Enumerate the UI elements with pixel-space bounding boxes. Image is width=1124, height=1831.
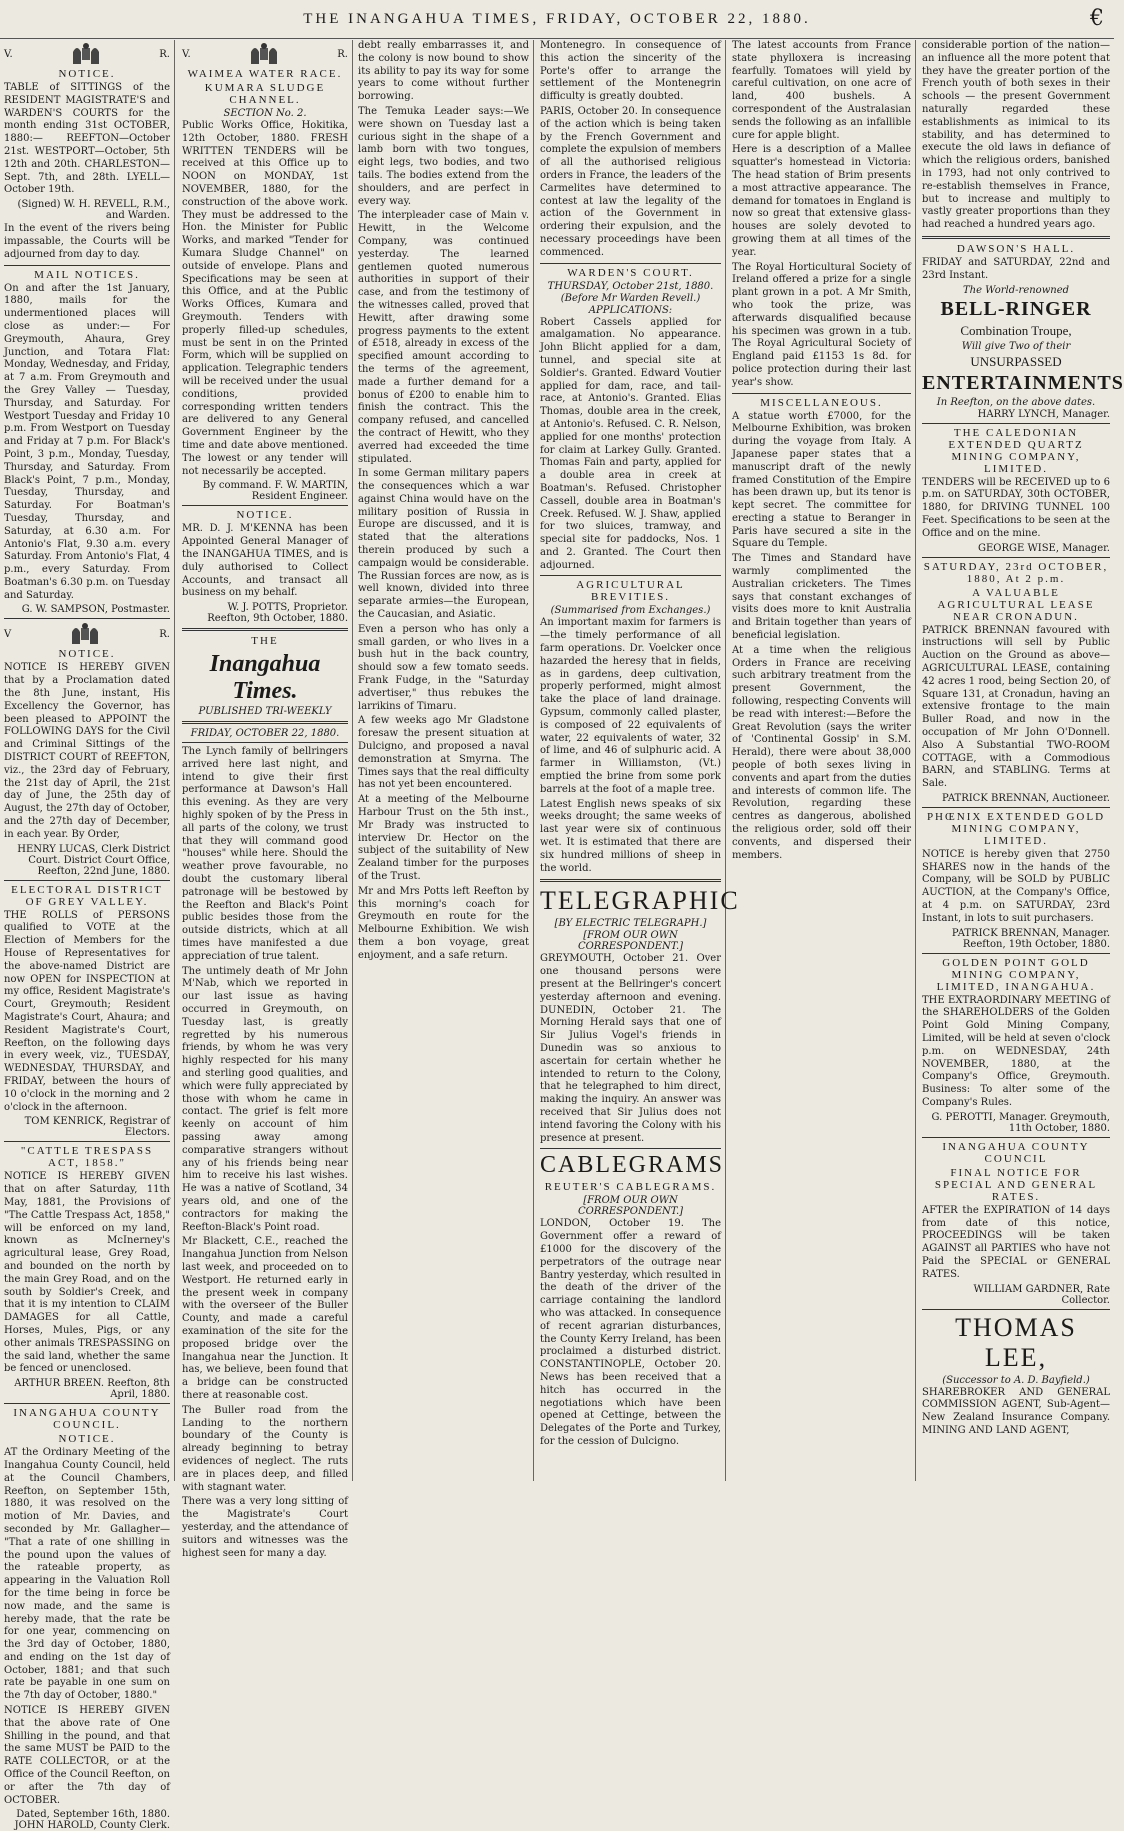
cablegrams-sub: REUTER'S CABLEGRAMS.	[544, 1181, 717, 1194]
coat-of-arms-icon	[68, 622, 102, 646]
column-3	[354, 40, 534, 1481]
article-paris: PARIS, October 20. In consequence of the action which is being taken by the French Government and complete the expulsion of members of all the authorised religious orders in France, the leaders of the Carmelites have determined to contest at law the legality of the action of the Government in ordering their expulsion, and the necessary proceedings have been commenced.	[540, 105, 721, 258]
article-potts: Mr and Mrs Potts left Reefton by this morning's coach for Greymouth en route for the Melbourne Exhibition. We wish them a bon voyage, great enjoyment, and a safe return.	[358, 885, 529, 961]
page-mark: €	[1090, 6, 1104, 31]
editorial-court: There was a very long sitting of the Magistrate's Court yesterday, and the attendance of suitors and witnesses was the highest seen for many a day.	[182, 1496, 348, 1559]
electoral-heading: ELECTORAL DISTRICT OF GREY VALLEY.	[11, 883, 163, 908]
sale-heading: A VALUABLE AGRICULTURAL LEASE NEAR CRONADUN.	[937, 586, 1095, 623]
agri-text: An important maxim for farmers is—the timely performance of all farm operations. Dr. Voelcker once hazarded the heresy that in fields, as in gardens, deep cultivation, properly performed, might almost take the place of land drainage. Gypsum, commonly called plaster, is composed of 22 equivalents of water, 22 equivalents of water, 32 of lime, and 46 of sulphuric acid. A farmer in Williamston, (Vt.) emptied the brine from some pork barrels at the foot of a maple tree.	[540, 617, 721, 795]
column-2	[178, 40, 353, 1559]
council-heading: INANGAHUA COUNTY COUNCIL.	[13, 1407, 161, 1432]
article-horticultural: The Royal Horticultural Society of Ireland offered a prize for a single plant grown in a pot. A Mr Smith, who took the prize, was afterwards disqualified because his specimen was grown in a tub. The Royal Agricultural Society of England paid £1153 1s 8d. for police protection during their last year's show.	[732, 261, 911, 388]
district-court-signature: HENRY LUCAS, Clerk District Court. District Court Office, Reefton, 22nd June, 1880.	[17, 843, 170, 877]
notice-heading: NOTICE.	[236, 509, 294, 522]
cattle-signature: ARTHUR BREEN. Reefton, 8th April, 1880.	[14, 1378, 170, 1401]
column-4	[536, 40, 740, 1481]
icc-text: AFTER the EXPIRATION of 14 days from date of this notice, PROCEEDINGS will be taken AGAINST all PARTIES who have not Paid the SPECIAL or GENERAL RATES.	[922, 1204, 1110, 1280]
telegraphic-corr: [FROM OUR OWN CORRESPONDENT.]	[577, 930, 684, 953]
agri-text-2: Latest English news speaks of six weeks drought; the same weeks of last year were six of continuous wet. It is estimated that there are six hundred millions of sheep in the world.	[540, 798, 721, 874]
column-6	[918, 40, 1124, 1481]
hall-in-reefton: In Reefton, on the above dates.	[936, 396, 1096, 408]
coat-of-arms-icon	[69, 42, 103, 66]
hall-world: The World-renowned	[962, 284, 1070, 296]
article-phylloxera: The latest accounts from France state phylloxera is increasing fearfully. Tomatoes will yield by careful cultivation, on one acre of land, 400 bushels. A correspondent of the Australasian sends the following as an infallible cure for apple blight.	[732, 40, 911, 141]
article-montenegro: Montenegro. In consequence of this action the sincerity of the Porte's offer to arrange the settlement of the Montenegrin difficulty is greatly doubted.	[540, 40, 721, 103]
warden-heading: WARDEN'S COURT.	[567, 266, 694, 279]
hall-heading: DAWSON'S HALL.	[956, 242, 1076, 255]
editorial-bellringers: The Lynch family of bellringers arrived here last night, and intend to give their first performance at Dawson's Hall this evening. As they are very highly spoken of by the Press in all parts of the colony, we trust that they will command good "houses" while here. Should the weather prove favourable, no doubt the customary liberal patronage will be bestowed by the Reefton and Black's Point public besides those from the outside districts, which at all times have manifested a due appreciation of true talent.	[182, 746, 348, 962]
paper-the: THE	[251, 635, 279, 648]
editorial-blackett: Mr Blackett, C.E., reached the Inangahua Junction from Nelson last week, and proceeded on to Westport. He returned early in the present week in company with the overseer of the Buller County, and made a careful examination of the site for the proposed bridge over the Inangahua near the Junction. It has, we believe, been found that a bridge can be constructed there at reasonable cost.	[182, 1236, 348, 1401]
article-mallee: Here is a description of a Mallee squatter's homestead in Victoria: The head station of Brim presents a most attractive appearance. The demand for tomatoes in England is now so great that extensive glass-houses are solely devoted to growing them at all times of the year.	[732, 144, 911, 258]
hall-signature: HARRY LYNCH, Manager.	[977, 408, 1110, 420]
telegraphic-sub: [BY ELECTRIC TELEGRAPH.]	[554, 918, 707, 930]
notice-heading: NOTICE.	[58, 648, 116, 661]
phoenix-text: NOTICE is hereby given that 2750 SHARES now in the hands of the Company, will be SOLD by PUBLIC AUCTION, at the Company's Office, at 4 p.m. on SATURDAY, 23rd Instant, in lots to suit purchasers.	[922, 848, 1110, 924]
warden-before: (Before Mr Warden Revell.)	[560, 292, 701, 304]
icc-signature: WILLIAM GARDNER, Rate Collector.	[973, 1283, 1110, 1306]
sittings-signature: (Signed) W. H. REVELL, R.M., and Warden.	[17, 199, 170, 222]
sittings-notice: TABLE of SITTINGS of the RESIDENT MAGISTRATE'S and WARDEN'S COURTS for the month ending 31st OCTOBER, 1880:— REEFTON—October 21st. WESTPORT—October, 5th 12th and 20th. CHARLESTON—Sept. 7th, and 28th. LYELL—October 19th.	[4, 82, 170, 196]
cattle-notice: NOTICE IS HEREBY GIVEN that on after Saturday, 11th May, 1881, the Provisions of "The Cattle Trespass Act, 1858," will be enforced on my land, known as McInerney's agricultural lease, Grey Road, and bounded on the north by the main Grey Road, and on the south by Soldier's Creek, and that it is my intention to CLAIM DAMAGES for all Cattle, Horses, Mules, Pigs, or any other animals TRESPASSING on the said land, whether the same be fenced or unenclosed.	[4, 1171, 170, 1375]
editorial-buller-road: The Buller road from the Landing to the northern boundary of the County is already beginning to betray evidences of neglect. The ruts are in places deep, and filled with stagnant water.	[182, 1404, 348, 1493]
icc-heading: INANGAHUA COUNTY COUNCIL	[942, 1140, 1090, 1165]
misc-text-2: The Times and Standard have warmly complimented the Australian cricketers. The Times says that constant exchanges of visits does more to knit Australia and Britain together than years of beneficial legislation.	[732, 553, 911, 642]
column-1	[0, 40, 175, 1831]
race-signature: By command. F. W. MARTIN, Resident Engineer.	[202, 480, 348, 503]
crest-right: R.	[159, 48, 170, 60]
cablegrams-text: LONDON, October 19. The Government offer a reward of £1000 for the discovery of the perpetrators of the outrage near Bantry yesterday, which resulted in the death of the driver of the carriage containing the landlord who was attacked. In consequence of recent agrarian disturbances, the County Kerry Ireland, has been proclaimed a disturbed district. CONSTANTINOPLE, October 20. News has been received that a hitch has occurred in the negotiations which have been opened at Cettinge, between the Delegates of the Porte and Turkey, for the cession of Dulcigno.	[540, 1218, 721, 1447]
crest-right: R.	[337, 48, 348, 60]
council-rate-notice: NOTICE IS HEREBY GIVEN that the above rate of One Shilling in the pound, and that the same MUST be PAID to the RATE COLLECTOR, or at the Office of the Council Reefton, on or after the 7th day of OCTOBER.	[4, 1705, 170, 1806]
phoenix-heading: PHŒNIX EXTENDED GOLD MINING COMPANY, LIMITED.	[926, 810, 1106, 847]
hall-troupe: Combination Troupe,	[960, 322, 1072, 338]
caledonian-text: TENDERS will be RECEIVED up to 6 p.m. on SATURDAY, 30th OCTOBER, 1880, for DRIVING TUNNEL 100 Feet. Specifications to be seen at the Office and on the mine.	[922, 476, 1110, 539]
lee-subheading: (Successor to A. D. Bayfield.)	[942, 1374, 1090, 1386]
race-heading: WAIMEA WATER RACE.	[187, 68, 343, 80]
cablegrams-heading: CABLEGRAMS	[540, 1152, 725, 1179]
paper-date: FRIDAY, OCTOBER 22, 1880.	[190, 728, 340, 740]
paper-subtitle: PUBLISHED TRI-WEEKLY	[198, 706, 332, 718]
article-russia: In some German military papers the consequences which a war against China would have on the military position of Russia in Europe are discussed, and it is stated that the alterations therein produced by such a campaign would be considerable. The Russian forces are now, as is well known, divided into three separate armies—the European, the Caucasian, and Asiatic.	[358, 468, 529, 621]
golden-signature: G. PEROTTI, Manager. Greymouth, 11th October, 1880.	[931, 1111, 1110, 1134]
notice-heading: NOTICE.	[58, 68, 116, 80]
mail-notice: On and after the 1st January, 1880, mails for the undermentioned places will close as under:— For Greymouth, Ahaura, Grey Junction, and Totara Flat: Monday, Wednesday, and Friday, at 7 a.m. From Greymouth and the Grey Valley — Tuesday, Thursday, and Saturday. For Westport Tuesday and Friday 10 p.m. From Westport on Tuesday and Friday at 7 p.m. For Black's Point, 3 p.m., Monday, Tuesday, Thursday, and Saturday. From Black's Point, 7 p.m., Monday, Tuesday, Thursday, and Saturday. For Boatman's Tuesday, Thursday, and Saturday, at 6.30 a.m. For Antonio's Flat, 9.30 a.m. every Saturday. From Antonio's Flat, 4 p.m., every Saturday. From Boatman's 6.30 p.m. on Tuesday and Saturday.	[4, 282, 170, 601]
council-resolution: AT the Ordinary Meeting of the Inangahua County Council, held at the Council Chambers, Reefton, on September 15th, 1880, it was resolved on the motion of Mr. Davies, and seconded by Mr. Gallagher— "That a rate of one shilling in the pound upon the values of the rateable property, as appearing in the Valuation Roll for the time being in force be now made, and the same is hereby made, that the rate be for one year, commencing on the 3rd day of October, 1880, and ending on the 1st day of October, 1881; and that such rate be payable in one sum on the 7th day of October, 1880."	[4, 1447, 170, 1702]
cablegrams-corr: [FROM OUR OWN CORRESPONDENT.]	[577, 1195, 684, 1218]
royal-crest	[182, 42, 348, 66]
cattle-heading: "CATTLE TRESPASS ACT, 1858."	[20, 1145, 154, 1170]
telegraphic-heading: TELEGRAPHIC	[540, 886, 740, 916]
lee-heading: THOMAS LEE,	[955, 1312, 1077, 1372]
article-interpleader: The interpleader case of Main v. Hewitt, in the Welcome Company, was continued yesterday. The learned gentlemen quoted numerous authorities in support of their case, and from the testimony of the witnesses called, proved that Hewitt, after drawing some progress payments to the extent of £518, already in excess of the specified amount according to the terms of the agreement, made a further demand for a bonus of £200 to enable him to finish the contract. This the company refused, and cancelled the contract of Hewitt, who they averred had exceeded the time stipulated.	[358, 210, 529, 465]
sittings-footnote: In the event of the rivers being impassable, the Courts will be adjourned from day to day.	[4, 223, 170, 260]
crest-left: V.	[4, 48, 13, 60]
misc-text-3: At a time when the religious Orders in France are receiving such arbitrary treatment from the present Government, the following, respecting Convents will be read with interest:—Before the Great Revolution (says the writer of 'Continental Gossip' in S.M. Herald), there were about 38,000 people of both sexes living in convents and apart from the duties and interests of common life. The Revolution, regarding these centres as dangerous, abolished the religious order, sold off their convents, and dispersed their members.	[732, 644, 911, 861]
race-subheading: KUMARA SLUDGE CHANNEL.	[204, 82, 326, 106]
masthead-title: THE INANGAHUA TIMES, FRIDAY, OCTOBER 22, 1880.	[303, 10, 811, 27]
council-signature: Dated, September 16th, 1880. JOHN HAROLD, County Clerk.	[14, 1809, 170, 1831]
editorial-mcnab: The untimely death of Mr John M'Nab, which we reported in our last issue as having occurred in Greymouth, on Tuesday last, is greatly regretted by his numerous friends, by whom he was very highly respected for his many and sterling good qualities, and which were fully appreciated by those with whom he came in contact. The grief is felt more keenly on account of him passing away among comparative strangers without any of his friends being near him to receive his last wishes. He was a native of Scotland, 34 years old, and one of the contractors for making the Reefton-Black's Point road.	[182, 965, 348, 1233]
masthead	[0, 0, 1114, 39]
lee-text: SHAREBROKER AND GENERAL COMMISSION AGENT, Sub-Agent—New Zealand Insurance Company. MINING AND LAND AGENT,	[922, 1386, 1110, 1437]
icc-subheading: FINAL NOTICE FOR SPECIAL AND GENERAL RATES.	[934, 1166, 1098, 1203]
hall-give: Will give Two of their	[961, 340, 1071, 352]
royal-crest	[4, 42, 170, 66]
misc-heading: MISCELLANEOUS.	[760, 396, 883, 409]
race-tender-notice: Public Works Office, Hokitika, 12th October, 1880. FRESH WRITTEN TENDERS will be received at this Office up to NOON on MONDAY, 1st NOVEMBER, 1880, for the construction of the above work. They must be addressed to the Hon. the Minister for Public Works, and marked "Tender for Kumara Sludge Channel" on outside of envelope. Plans and Specifications may be seen at this Office, and at the Public Works Offices, Kumara and Greymouth. Tenders with properly filled-up schedules, must be sent in on the Printed Form, which will be supplied on application. Telegraphic tenders will be received under the usual conditions, provided corresponding written tenders are delivered to any General Government Engineer by the time and date above mentioned. The lowest or any tender will not necessarily be accepted.	[182, 120, 348, 477]
manager-notice: MR. D. J. M'KENNA has been Appointed General Manager of the INANGAHUA TIMES, and is duly authorised to Collect Accounts, and transact all business on my behalf.	[182, 523, 348, 599]
warden-report: Robert Cassels applied for amalgamation. No appearance. John Blicht applied for a dam, tunnel, and special site at Soldier's. Granted. Edward Voutier applied for dam, race, and tail-race, at Antonio's. Granted. Elias Thomas, double area in the creek, at Antonio's. Refused. C. R. Nelson, applied for one months' protection for claim at Larkey Gully. Granted. Thomas Fain and party, applied for a double area in creek at Boatman's. Refused. Christopher Cassell, double area in Boatman's Creek. Refused. W. J. Shaw, applied for two sluices, tramway, and special site for paddocks, Nos. 1 and 2. Granted. The Court then adjourned.	[540, 316, 721, 571]
phoenix-signature: PATRICK BRENNAN, Manager. Reefton, 19th October, 1880.	[951, 927, 1110, 950]
sale-date: SATURDAY, 23rd OCTOBER, 1880, At 2 p.m.	[923, 560, 1109, 585]
article-tomato: Even a person who has only a small garden, or who lives in a bush hut in the back country, should sow a few tomato seeds. Frank Fudge, in the "Saturday advertiser," thus rebukes the larrikins of Timaru.	[358, 623, 529, 712]
district-court-notice: NOTICE IS HEREBY GIVEN that by a Proclamation dated the 8th June, instant, His Excellency the Governor, has been pleased to APPOINT the FOLLOWING DAYS for the Civil and Criminal Sittings of the DISTRICT COURT of REEFTON, viz., the 23rd day of February, the 21st day of April, the 21st day of June, the 25th day of August, the 27th day of October, and the 27th day of December, in each year. By Order,	[4, 662, 170, 840]
article-debt: debt really embarrasses it, and the colony is now bound to show its ability to pay its way for some years to come without further borrowing.	[358, 40, 529, 103]
crest-left: V.	[182, 48, 191, 60]
coat-of-arms-icon	[247, 42, 281, 66]
golden-text: THE EXTRAORDINARY MEETING of the SHAREHOLDERS of the Golden Point Gold Mining Company, Limited, will be held at seven o'clock p.m. on WEDNESDAY, 24th NOVEMBER, 1880, at the Company's Office, Greymouth. Business: To alter some of the Company's Rules.	[922, 994, 1110, 1109]
article-gladstone: A few weeks ago Mr Gladstone foresaw the present situation at Dulcigno, and proposed a naval demonstration at Smyrna. The Times says that the real difficulty has not yet been encountered.	[358, 715, 529, 791]
crest-right: R.	[159, 628, 170, 640]
article-harbour-trust: At a meeting of the Melbourne Harbour Trust on the 5th inst., Mr Brady was instructed to interview Dr. Hector on the subject of the suitability of New Zealand timber for the purposes of the Trust.	[358, 794, 529, 882]
article-religious-orders: considerable portion of the nation—an influence all the more potent that they have the greater portion of the French youth of both sexes in their schools — the present Government naturally regarded these establishments as inimical to its stability, and has determined to execute the old laws in defiance of which the religious orders, banished in 1793, had not only contrived to re-establish themselves in France, but to increase and multiply to vastly greater proportions than they had reached a hundred years ago.	[922, 40, 1110, 231]
hall-entertainments: ENTERTAINMENTS	[922, 371, 1124, 394]
caledonian-signature: GEORGE WISE, Manager.	[977, 542, 1110, 554]
hall-dates: FRIDAY and SATURDAY, 22nd and 23rd Instant.	[922, 256, 1110, 281]
warden-applications: APPLICATIONS:	[588, 304, 673, 316]
manager-signature: W. J. POTTS, Proprietor. Reefton, 9th October, 1880.	[207, 602, 348, 625]
warden-date: THURSDAY, October 21st, 1880.	[547, 280, 714, 292]
electoral-signature: TOM KENRICK, Registrar of Electors.	[24, 1116, 170, 1139]
royal-crest-2	[4, 622, 170, 646]
mail-signature: G. W. SAMPSON, Postmaster.	[21, 604, 170, 616]
hall-bellringer: BELL-RINGER	[940, 297, 1092, 320]
columns	[0, 40, 1124, 1831]
telegraphic-text: GREYMOUTH, October 21. Over one thousand persons were present at the Bellringer's concert yesterday afternoon and evening. DUNEDIN, October 21. The Morning Herald says that one of Sir Julius Vogel's friends in Dunedin was so anxious to ascertain for certain whether he intended to return to the Colony, that he telegraphed to him direct, making the inquiry. An answer was received that Sir Julius does not intend favoring the Colony with his presence at present.	[540, 953, 721, 1144]
sale-text: PATRICK BRENNAN favoured with instructions will sell by Public Auction on the Ground as above— AGRICULTURAL LEASE, containing 42 acres 1 rood, being Section 20, of Square 131, at Cronadun, having an extensive frontage to the main Buller Road, and now in the occupation of Mr John O'Donnell. Also A Substantial TWO-ROOM COTTAGE, with a Commodious BARN, and STABLING. Terms at Sale.	[922, 624, 1110, 790]
council-subheading: NOTICE.	[58, 1433, 116, 1446]
crest-left: V	[4, 628, 12, 640]
golden-heading: GOLDEN POINT GOLD MINING COMPANY, LIMITED, INANGAHUA.	[936, 956, 1096, 993]
hall-unsurpassed: UNSURPASSED	[970, 353, 1062, 369]
newspaper-nameplate: Inangahua Times.	[209, 651, 321, 705]
electoral-notice: THE ROLLS of PERSONS qualified to VOTE at the Election of Members for the House of Representatives for the above-named District are now OPEN for INSPECTION at my office, Resident Magistrate's Court, Greymouth; Resident Magistrate's Court, Ahaura; and Resident Magistrate's Court, Reefton, on the following days in every week, viz., TUESDAY, WEDNESDAY, THURSDAY, and FRIDAY, between the hours of 10 o'clock in the morning and 2 o'clock in the afternoon.	[4, 909, 170, 1113]
article-lamb: The Temuka Leader says:—We were shown on Tuesday last a curious sight in the shape of a lamb born with two tongues, eight legs, two bodies, and two tails. The bodies extend from the shoulders, and are perfect in every way.	[358, 105, 529, 207]
sale-signature: PATRICK BRENNAN, Auctioneer.	[942, 792, 1110, 804]
agri-heading: AGRICULTURAL BREVITIES.	[576, 579, 685, 604]
column-5	[728, 40, 916, 1481]
agri-subheading: (Summarised from Exchanges.)	[550, 605, 711, 617]
caledonian-heading: THE CALEDONIAN EXTENDED QUARTZ MINING COMPANY, LIMITED.	[948, 426, 1084, 475]
misc-text: A statue worth £7000, for the Melbourne Exhibition, was broken during the voyage from Italy. A Japanese paper states that a manuscript draft of the newly framed Constitution of the Empire has been drawn up, but its tenor is kept secret. The committee for erecting a statue to Beranger in Paris have secured a site in the Square du Temple.	[732, 410, 911, 550]
mail-heading: MAIL NOTICES.	[34, 268, 140, 281]
race-section: SECTION No. 2.	[223, 108, 307, 119]
